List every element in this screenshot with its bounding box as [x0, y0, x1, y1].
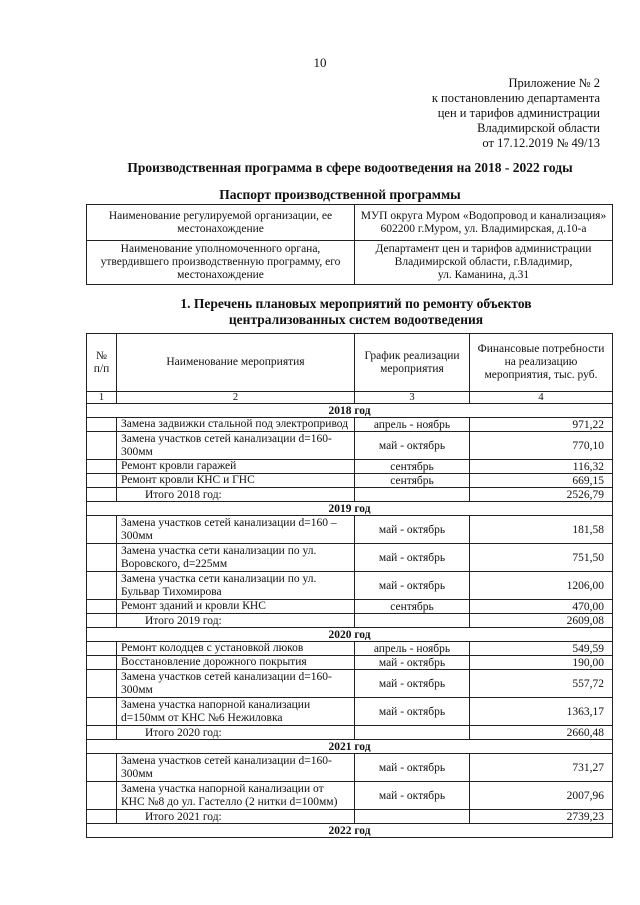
row-name: Ремонт кровли КНС и ГНС: [117, 474, 355, 488]
table-row: [87, 460, 613, 474]
total-label: Итого 2019 год:: [117, 614, 355, 628]
total-label: Итого 2018 год:: [117, 488, 355, 502]
row-schedule: май - октябрь: [355, 698, 470, 726]
row-schedule: май - октябрь: [355, 432, 470, 460]
row-value: 1206,00: [470, 572, 613, 600]
row-value: 1363,17: [470, 698, 613, 726]
appendix-line: цен и тарифов администрации: [437, 106, 600, 120]
appendix-line: Владимирской области: [477, 121, 600, 135]
table-row: [87, 670, 613, 698]
passport-table: [86, 204, 613, 285]
row-schedule: сентябрь: [355, 474, 470, 488]
row-schedule: май - октябрь: [355, 516, 470, 544]
row-name: Замена участков сетей канализации d=160 – 300мм: [117, 516, 355, 544]
row-num: [87, 516, 117, 544]
passport-org-name: МУП округа Муром «Водопровод и канализация»: [360, 209, 607, 222]
row-num: [87, 418, 117, 432]
passport-label-authority: Наименование уполномоченного органа, утвердившего производственную программу, его местонахождение: [87, 241, 355, 285]
passport-org-address: 602200 г.Муром, ул. Владимирская, д.10-а: [380, 222, 587, 235]
row-schedule: [355, 810, 470, 824]
measures-table: [86, 333, 613, 838]
year-label: 2018 год: [87, 404, 613, 418]
row-value: 770,10: [470, 432, 613, 460]
table-row: [87, 698, 613, 726]
table-row: [87, 432, 613, 460]
total-label: Итого 2021 год:: [117, 810, 355, 824]
year-row: [87, 824, 613, 838]
index-cell: 4: [470, 392, 613, 404]
appendix-header: [432, 76, 600, 151]
year-row: [87, 502, 613, 516]
table-row: [87, 516, 613, 544]
total-value: 2660,48: [470, 726, 613, 740]
row-num: [87, 488, 117, 502]
row-name: Замена участка напорной канализации от КНС №8 до ул. Гастелло (2 нитки d=100мм): [117, 782, 355, 810]
table-row: [87, 642, 613, 656]
row-num: [87, 754, 117, 782]
row-num: [87, 670, 117, 698]
year-row: [87, 404, 613, 418]
table-row: [87, 782, 613, 810]
year-label: 2021 год: [87, 740, 613, 754]
year-label: 2019 год: [87, 502, 613, 516]
row-num: [87, 656, 117, 670]
header-schedule: График реализации мероприятия: [355, 334, 470, 392]
row-value: 557,72: [470, 670, 613, 698]
row-num: [87, 782, 117, 810]
passport-authority-name: Департамент цен и тарифов администрации Владимирской области, г.Владимир,: [375, 243, 592, 268]
row-num: [87, 600, 117, 614]
row-value: 181,58: [470, 516, 613, 544]
passport-authority-address: ул. Каманина, д.31: [437, 269, 530, 281]
header-num: № п/п: [87, 334, 117, 392]
total-value: 2739,23: [470, 810, 613, 824]
total-row: [87, 726, 613, 740]
row-value: 971,22: [470, 418, 613, 432]
row-num: [87, 544, 117, 572]
row-num: [87, 698, 117, 726]
row-value: 190,00: [470, 656, 613, 670]
row-name: Замена участков сетей канализации d=160-300мм: [117, 432, 355, 460]
row-schedule: [355, 614, 470, 628]
year-label: 2020 год: [87, 628, 613, 642]
appendix-line: от 17.12.2019 № 49/13: [482, 136, 600, 150]
row-schedule: сентябрь: [355, 600, 470, 614]
row-schedule: апрель - ноябрь: [355, 418, 470, 432]
table-row: [87, 600, 613, 614]
row-num: [87, 474, 117, 488]
row-schedule: май - октябрь: [355, 572, 470, 600]
table-row: [87, 418, 613, 432]
total-value: 2609,08: [470, 614, 613, 628]
row-schedule: май - октябрь: [355, 782, 470, 810]
row-name: Замена задвижки стальной под электропривод: [117, 418, 355, 432]
page-number: 10: [313, 55, 327, 70]
row-value: 116,32: [470, 460, 613, 474]
index-cell: 2: [117, 392, 355, 404]
row-num: [87, 810, 117, 824]
row-name: Ремонт колодцев с установкой люков: [117, 642, 355, 656]
table-row: [87, 754, 613, 782]
row-num: [87, 726, 117, 740]
passport-value-org: [355, 205, 613, 241]
passport-value-authority: [355, 241, 613, 285]
row-num: [87, 614, 117, 628]
row-schedule: май - октябрь: [355, 544, 470, 572]
total-row: [87, 614, 613, 628]
row-schedule: [355, 726, 470, 740]
row-num: [87, 642, 117, 656]
row-schedule: май - октябрь: [355, 656, 470, 670]
row-name: Ремонт кровли гаражей: [117, 460, 355, 474]
year-row: [87, 740, 613, 754]
total-row: [87, 488, 613, 502]
row-schedule: май - октябрь: [355, 670, 470, 698]
row-schedule: май - октябрь: [355, 754, 470, 782]
table-row: [87, 572, 613, 600]
row-schedule: сентябрь: [355, 460, 470, 474]
year-row: [87, 628, 613, 642]
section-title: 1. Перечень плановых мероприятий по ремонту объектов централизованных систем водоотведения: [180, 296, 532, 327]
row-value: 549,59: [470, 642, 613, 656]
row-value: 470,00: [470, 600, 613, 614]
row-value: 2007,96: [470, 782, 613, 810]
row-value: 751,50: [470, 544, 613, 572]
total-row: [87, 810, 613, 824]
row-num: [87, 572, 117, 600]
table-body: [87, 404, 613, 838]
row-name: Замена участков сетей канализации d=160-300мм: [117, 670, 355, 698]
table-row: [87, 656, 613, 670]
row-name: Замена участка сети канализации по ул. Воровского, d=225мм: [117, 544, 355, 572]
row-schedule: [355, 488, 470, 502]
row-name: Восстановление дорожного покрытия: [117, 656, 355, 670]
document-title: Производственная программа в сфере водоотведения на 2018 - 2022 годы: [127, 160, 573, 175]
header-name: Наименование мероприятия: [117, 334, 355, 392]
index-cell: 3: [355, 392, 470, 404]
appendix-line: Приложение № 2: [508, 76, 600, 90]
appendix-line: к постановлению департамента: [431, 91, 600, 105]
row-name: Ремонт зданий и кровли КНС: [117, 600, 355, 614]
table-header-row: [87, 334, 613, 392]
passport-title: Паспорт производственной программы: [219, 187, 461, 202]
row-num: [87, 432, 117, 460]
header-finance: Финансовые потребности на реализацию мероприятия, тыс. руб.: [470, 334, 613, 392]
row-name: Замена участка сети канализации по ул. Бульвар Тихомирова: [117, 572, 355, 600]
table-index-row: [87, 392, 613, 404]
table-row: [87, 544, 613, 572]
year-label: 2022 год: [87, 824, 613, 838]
index-cell: 1: [87, 392, 117, 404]
passport-label-org: Наименование регулируемой организации, ее местонахождение: [87, 205, 355, 241]
row-schedule: апрель - ноябрь: [355, 642, 470, 656]
total-label: Итого 2020 год:: [117, 726, 355, 740]
table-row: [87, 474, 613, 488]
row-num: [87, 460, 117, 474]
row-name: Замена участков сетей канализации d=160-300мм: [117, 754, 355, 782]
row-value: 731,27: [470, 754, 613, 782]
total-value: 2526,79: [470, 488, 613, 502]
row-value: 669,15: [470, 474, 613, 488]
row-name: Замена участка напорной канализации d=150мм от КНС №6 Нежиловка: [117, 698, 355, 726]
